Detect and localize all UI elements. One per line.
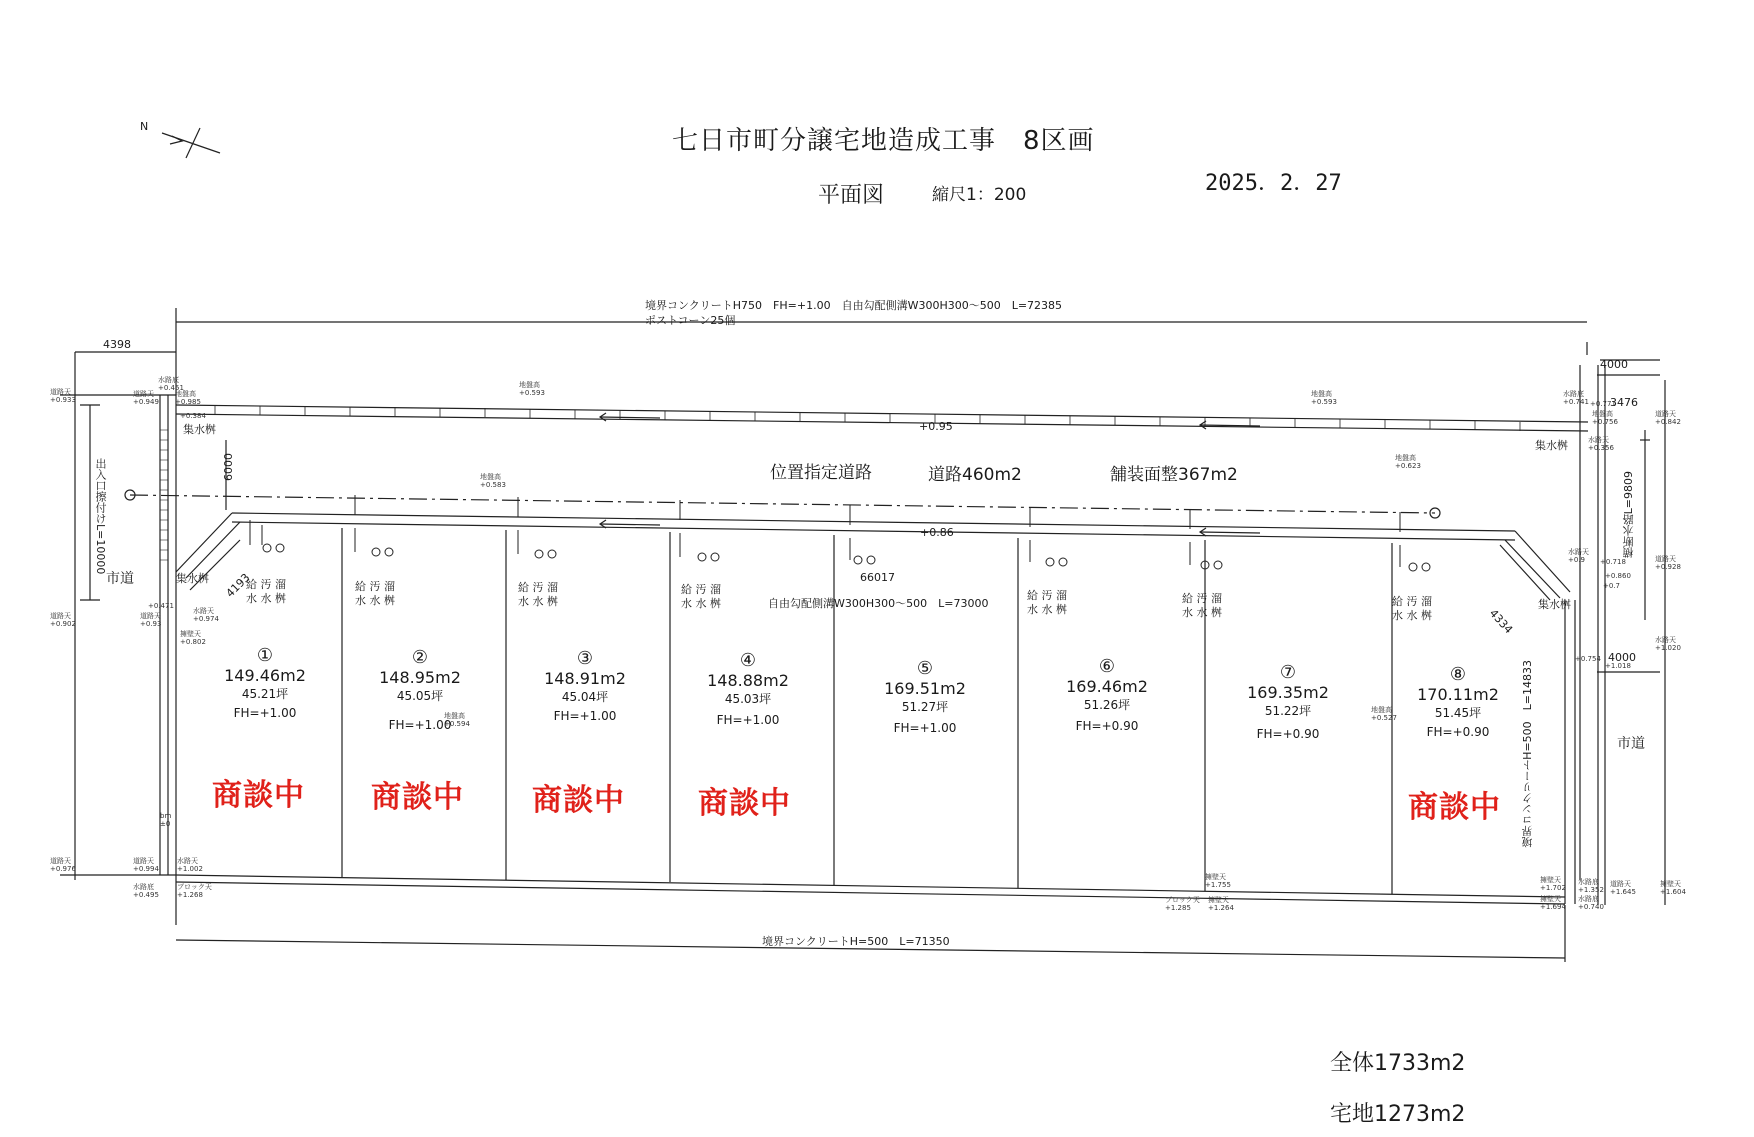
level-note: 水路底 +0.451 (158, 376, 184, 392)
level-note: 地盤高 +0.623 (1395, 454, 1421, 470)
entrance-label: 出入口擦付けL=10000 (94, 458, 107, 575)
level-label: +0.86 (920, 526, 954, 539)
level-note: 水路天 +0.356 (1588, 436, 1614, 452)
lot-fh: FH=+1.00 (553, 709, 617, 723)
lot-number: ④ (739, 650, 757, 671)
level-note: 道路天 +0.928 (1655, 555, 1681, 571)
lot-tsubo: 51.45坪 (1434, 706, 1482, 720)
dim-4334: 4334 (1486, 606, 1516, 637)
lot-number: ① (256, 645, 274, 666)
dim-3476: 3476 (1610, 396, 1638, 409)
level-note: 擁壁天 +1.694 (1540, 895, 1566, 911)
level-note: 道路天 +0.933 (50, 388, 76, 404)
lot-5 (870, 658, 980, 735)
level-note: 道路天 +0.902 (50, 612, 76, 628)
level-note: bm ±0 (160, 812, 172, 828)
dim-4193: 4193 (223, 571, 253, 600)
utility-label: 給 汚 溜 水 水 桝 (246, 578, 286, 605)
lot-7 (1233, 662, 1343, 741)
level-note: 水路底 +1.352 (1578, 878, 1604, 894)
left-road-label: 市道 (106, 571, 134, 587)
lot-area: 169.46m2 (1066, 677, 1148, 696)
lot-number: ③ (576, 648, 594, 669)
level-note: 道路天 +0.949 (133, 390, 159, 406)
negotiation-status: 商談中 (1408, 790, 1501, 825)
utility-label: 給 汚 溜 水 水 桝 (681, 583, 721, 610)
north-arrow-icon (162, 128, 220, 158)
catch-basin-label: 集水桝 (1535, 439, 1568, 452)
level-note: +0.7 (1603, 582, 1620, 590)
level-note: 擁壁天 +1.604 (1660, 880, 1686, 896)
level-note: 擁壁天 +1.264 (1208, 896, 1234, 912)
dim-4000-mid: 4000 (1608, 651, 1636, 664)
level-note: 水路底 +0.740 (1578, 895, 1604, 911)
lot-8 (1403, 664, 1513, 739)
level-note: +0.754 (1575, 655, 1601, 663)
level-note: 擁壁天 +1.702 (1540, 876, 1566, 892)
catch-basin-label: 集水桝 (176, 572, 209, 585)
lot-fh: FH=+0.90 (1256, 727, 1320, 741)
lot-area: 148.88m2 (707, 671, 789, 690)
lot-fh: FH=+0.90 (1426, 725, 1490, 739)
level-note: +0.718 (1600, 558, 1626, 566)
lot-number: ⑤ (916, 658, 934, 679)
north-label: N (140, 120, 149, 133)
level-note: 道路天 +0.994 (133, 857, 159, 873)
level-note: 道路天 +0.976 (50, 857, 76, 873)
utility-label: 給 汚 溜 水 水 桝 (518, 581, 558, 608)
lot-tsubo: 51.22坪 (1264, 704, 1312, 718)
top-boundary-label: 境界コンクリートH750 FH=+1.00 自由勾配側溝W300H300～500 L=72385 (645, 299, 1063, 312)
level-note: 地盤高 +0.756 (1592, 410, 1618, 426)
level-note: +0.384 (180, 412, 206, 420)
lot-3 (530, 648, 640, 723)
level-label: +0.95 (919, 420, 953, 433)
road-area-label: 道路460m2 (928, 465, 1022, 485)
drawing-date: 2025．2．27 (1205, 171, 1342, 196)
lot-tsubo: 45.03坪 (724, 692, 772, 706)
negotiation-status: 商談中 (212, 778, 305, 813)
cross-drain-label: 横断水路L=9809 (1622, 471, 1635, 559)
level-note: 地盤高 +0.593 (519, 381, 545, 397)
level-note: 水路天 +1.002 (177, 857, 203, 873)
lot-tsubo: 45.04坪 (561, 690, 609, 704)
lot-area: 148.91m2 (544, 669, 626, 688)
level-note: 水路底 +0.741 (1563, 390, 1589, 406)
paving-area-label: 舗装面整367m2 (1110, 465, 1238, 485)
lot-tsubo: 51.27坪 (901, 700, 949, 714)
right-boundary-label: 境界コンクリートH=500 L=14833 (1521, 660, 1534, 848)
catch-basin-label: 集水桝 (1538, 598, 1571, 611)
catch-basin-label: 集水桝 (183, 423, 216, 436)
dim-4398: 4398 (103, 338, 131, 351)
negotiation-status: 商談中 (371, 780, 464, 815)
road-length-label: 66017 (860, 571, 895, 584)
level-note: 地盤高 +0.594 (444, 712, 470, 728)
lot-1 (210, 645, 320, 720)
lot-fh: FH=+1.00 (233, 706, 297, 720)
level-note: +1.018 (1605, 662, 1631, 670)
level-note: 地盤高 +0.527 (1371, 706, 1397, 722)
level-note: 水路天 +0.974 (193, 607, 219, 623)
gutter-label: 自由勾配側溝W300H300～500 L=73000 (768, 597, 989, 610)
level-note: ブロック天 +1.285 (1165, 896, 1200, 912)
dim-4000-top: 4000 (1600, 358, 1628, 371)
drawing-subtitle: 平面図 (818, 183, 885, 208)
level-note: +0.771 (1590, 400, 1616, 408)
lot-6 (1052, 656, 1162, 733)
lot-number: ⑧ (1449, 664, 1467, 685)
utility-label: 給 汚 溜 水 水 桝 (355, 580, 395, 607)
level-note: 道路天 +0.93 (140, 612, 162, 628)
lot-area: 169.51m2 (884, 679, 966, 698)
utility-label: 給 汚 溜 水 水 桝 (1392, 595, 1432, 622)
lot-tsubo: 51.26坪 (1083, 698, 1131, 712)
level-note: +0.471 (148, 602, 174, 610)
road-type-label: 位置指定道路 (770, 463, 872, 483)
level-note: 擁壁天 +0.802 (180, 630, 206, 646)
lot-number: ⑦ (1279, 662, 1297, 683)
post-cone-label: ポストコーン25個 (645, 314, 736, 327)
dim-6000: 6000 (222, 453, 235, 481)
bottom-boundary-label: 境界コンクリートH=500 L=71350 (762, 935, 950, 948)
level-note: 道路天 +0.842 (1655, 410, 1681, 426)
scale-label: 縮尺1：200 (932, 185, 1027, 205)
total-area: 全体1733m2 (1330, 1051, 1466, 1076)
level-note: 水路天 +0.9 (1568, 548, 1589, 564)
level-note: 地盤高 +0.593 (1311, 390, 1337, 406)
lot-area: 148.95m2 (379, 668, 461, 687)
lot-4 (693, 650, 803, 727)
level-note: 水路天 +1.020 (1655, 636, 1681, 652)
utility-label: 給 汚 溜 水 水 桝 (1182, 592, 1222, 619)
lot-tsubo: 45.21坪 (241, 687, 289, 701)
lot-area: 149.46m2 (224, 666, 306, 685)
drawing-title: 七日市町分譲宅地造成工事 8区画 (672, 126, 1095, 156)
level-note: 水路底 +0.495 (133, 883, 159, 899)
level-note: 地盤高 +0.985 (175, 390, 201, 406)
lot-fh: FH=+1.00 (716, 713, 780, 727)
level-note: 擁壁天 +1.755 (1205, 873, 1231, 889)
lot-area: 169.35m2 (1247, 683, 1329, 702)
lot-fh: FH=+1.00 (893, 721, 957, 735)
lot-fh: FH=+1.00 (388, 718, 452, 732)
lot-number: ⑥ (1098, 656, 1116, 677)
lot-number: ② (411, 647, 429, 668)
residential-area: 宅地1273m2 (1330, 1102, 1466, 1127)
right-road-label: 市道 (1617, 736, 1645, 752)
lot-tsubo: 45.05坪 (396, 689, 444, 703)
level-note: 地盤高 +0.583 (480, 473, 506, 489)
negotiation-status: 商談中 (698, 786, 791, 821)
utility-label: 給 汚 溜 水 水 桝 (1027, 589, 1067, 616)
level-note: +0.860 (1605, 572, 1631, 580)
negotiation-status: 商談中 (532, 783, 625, 818)
level-note: 道路天 +1.645 (1610, 880, 1636, 896)
lot-area: 170.11m2 (1417, 685, 1499, 704)
lot-fh: FH=+0.90 (1075, 719, 1139, 733)
level-note: ブロック天 +1.268 (177, 883, 212, 899)
lot-2 (365, 647, 475, 732)
